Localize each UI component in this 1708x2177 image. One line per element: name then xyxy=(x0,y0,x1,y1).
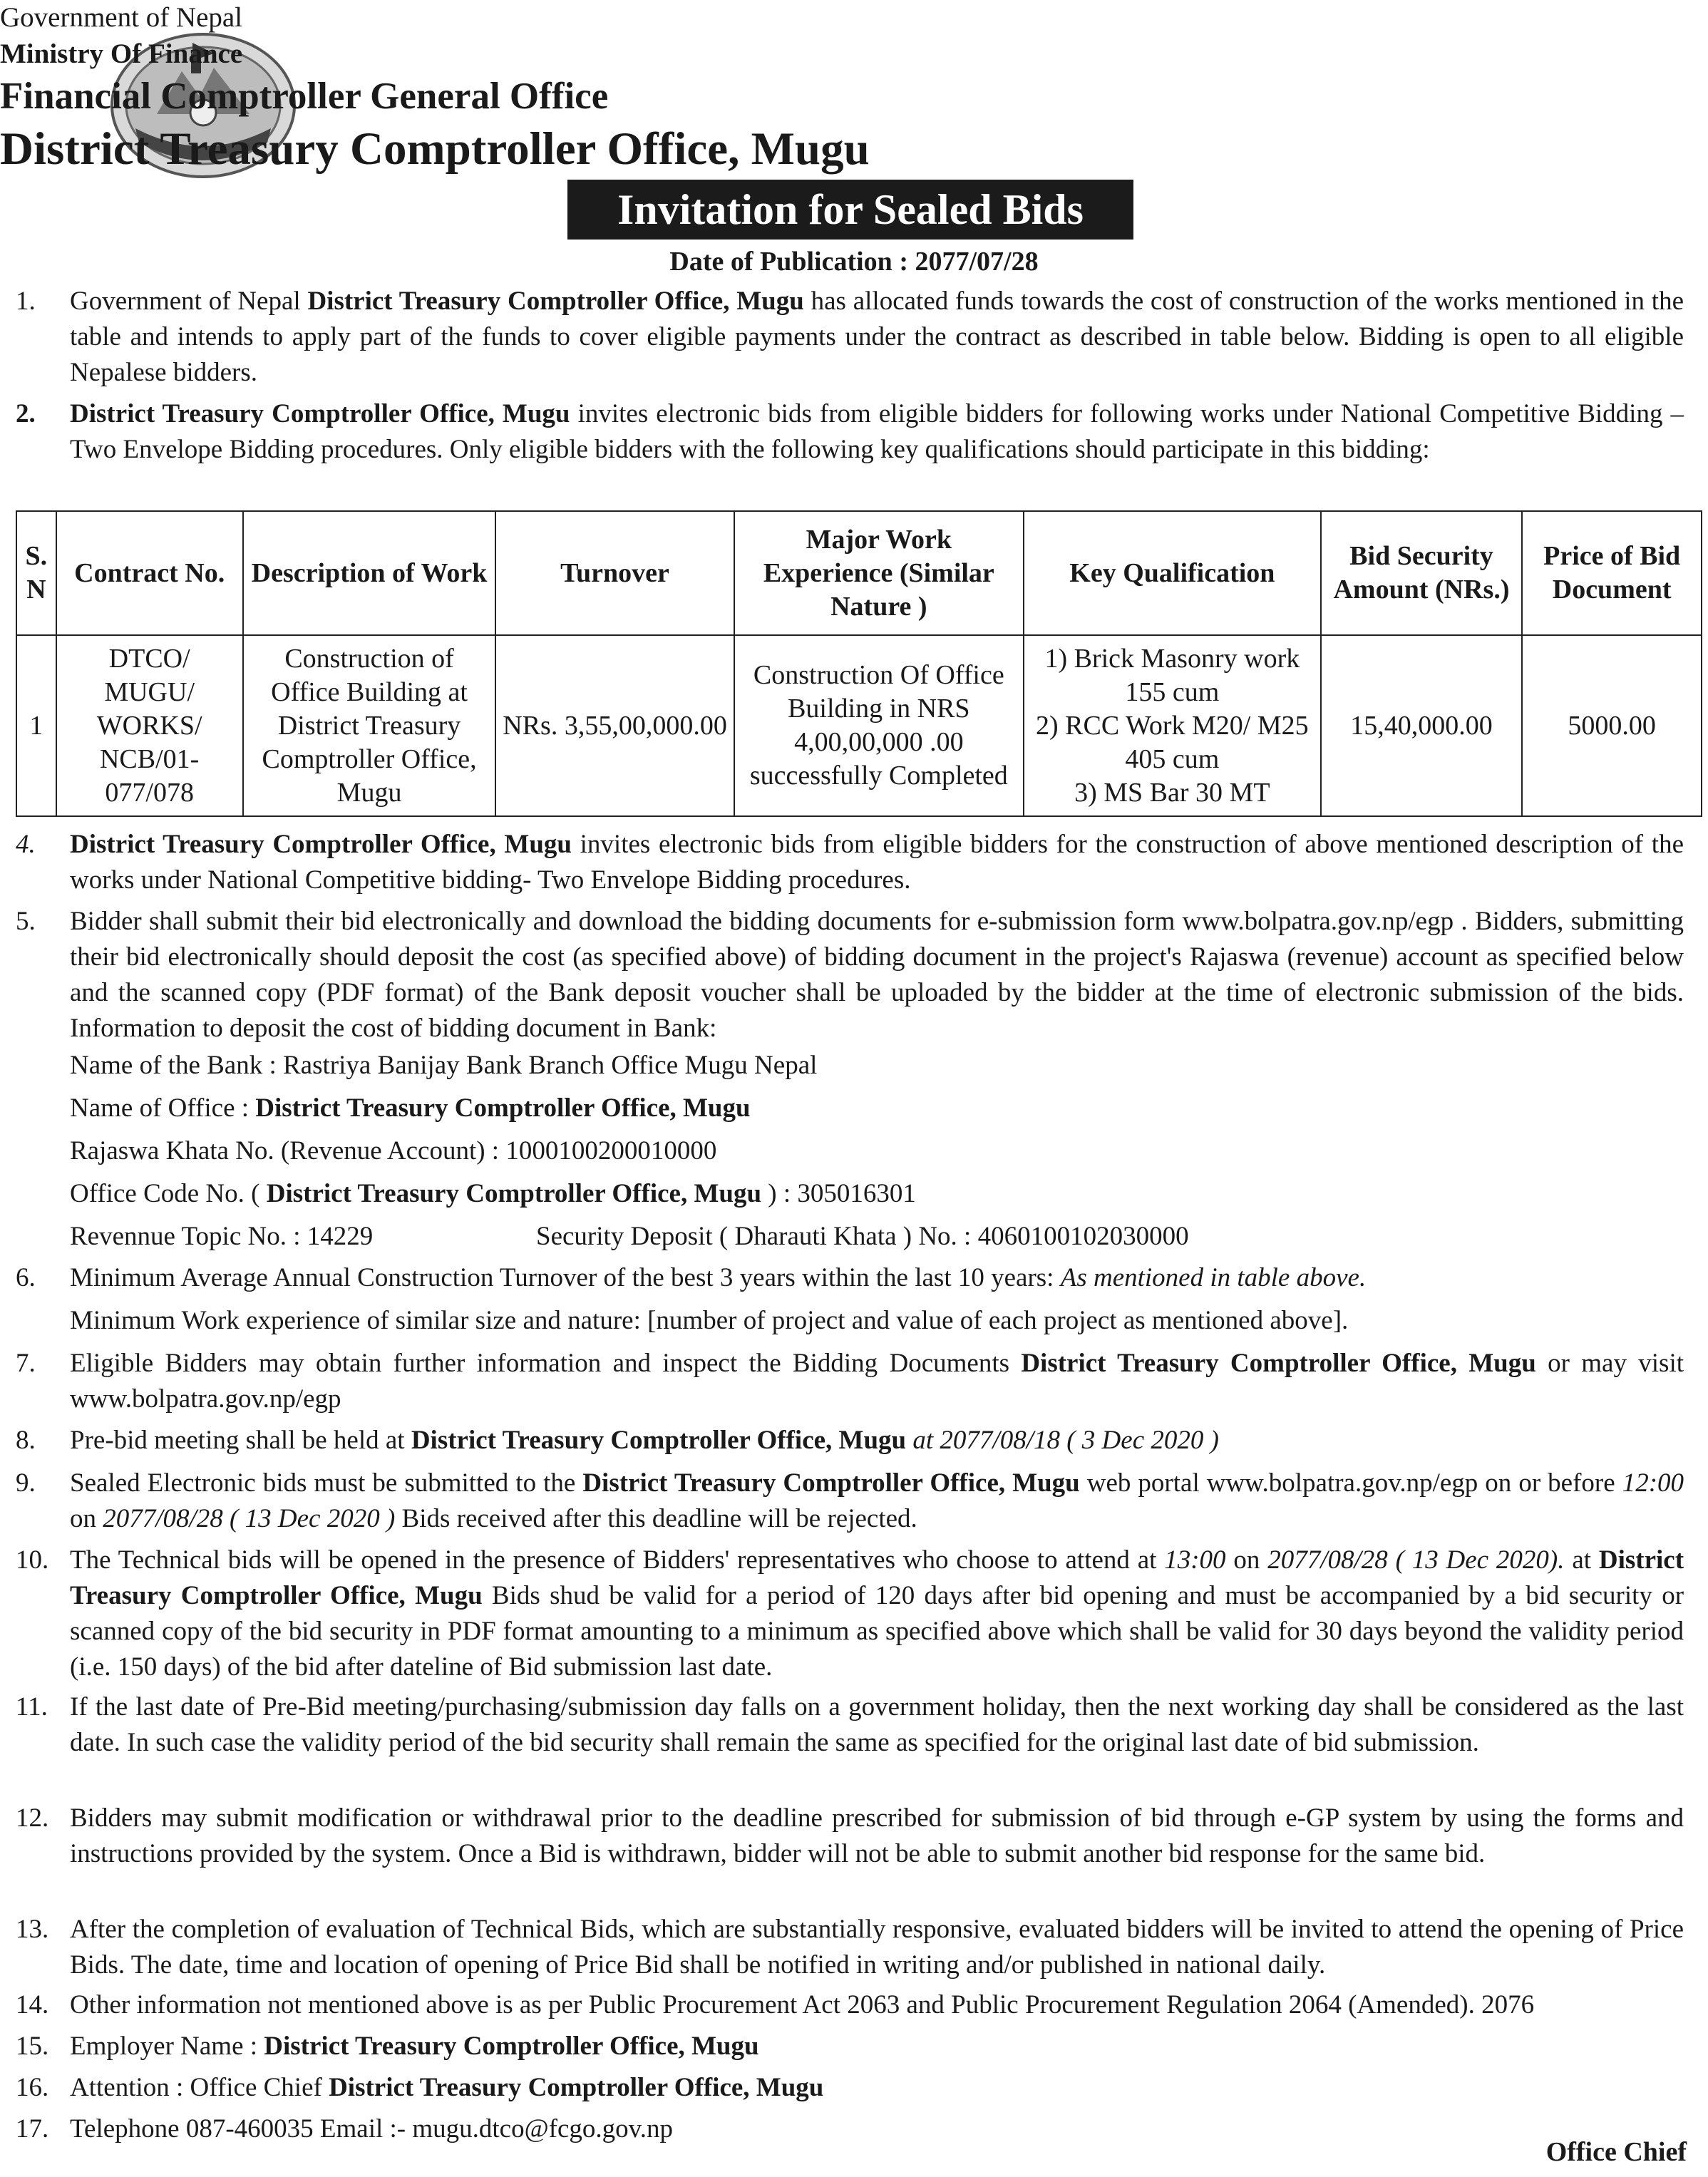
paragraph-16 xyxy=(70,2070,1684,2106)
text: or may visit www.bolpatra.gov.np/egp xyxy=(70,1349,1684,1414)
item-number: 13. xyxy=(16,1915,49,1944)
text: Name of Office : xyxy=(70,1093,256,1123)
government-title: Government of Nepal xyxy=(0,2,243,33)
paragraph-6 xyxy=(70,1260,1684,1296)
cell-experience: Construction Of Office Building in NRS 4,00,00,000 .00 successfully Completed xyxy=(734,635,1024,816)
header-price: Price of Bid Document xyxy=(1522,511,1702,635)
publication-date: Date of Publication : 2077/07/28 xyxy=(669,247,1039,277)
cell-turnover: NRs. 3,55,00,000.00 xyxy=(495,635,734,816)
item-number: 16. xyxy=(16,2073,49,2102)
office-name-line xyxy=(70,1091,1684,1126)
paragraph-11: If the last date of Pre-Bid meeting/purchasing/submission day falls on a government holiday, then the next working day shall be considered as the last date. In such case the validity period of the bid security shall remain the same as specified for the original last date of bid submission. xyxy=(70,1692,1684,1757)
text: invites electronic bids from eligible bidders for following works under National Competitive Bidding – Two Envelope Bidding procedures. Only eligible bidders with the following key qualifications should participate in this bidding: xyxy=(70,399,1684,464)
paragraph-8 xyxy=(70,1423,1684,1458)
item-number: 11. xyxy=(16,1692,48,1721)
org-name: District Treasury Comptroller Office, Mugu xyxy=(329,2073,824,2102)
text: 2077/08/28 ( 13 Dec 2020 ) xyxy=(103,1504,396,1533)
table-row xyxy=(16,635,1702,816)
org-name: District Treasury Comptroller Office, Mugu xyxy=(264,2032,759,2061)
paragraph-7 xyxy=(70,1346,1684,1417)
text: on xyxy=(1225,1545,1268,1575)
text: Eligible Bidders may obtain further information and inspect the Bidding Documents xyxy=(70,1349,1022,1378)
header-contract: Contract No. xyxy=(56,511,243,635)
header-description: Description of Work xyxy=(243,511,496,635)
item-number: 10. xyxy=(16,1545,49,1575)
org-name: District Treasury Comptroller Office, Mugu xyxy=(266,1179,762,1208)
header-qualification: Key Qualification xyxy=(1024,511,1321,635)
org-name: District Treasury Comptroller Office, Mugu xyxy=(1021,1349,1536,1378)
text: Sealed Electronic bids must be submitted to the xyxy=(70,1468,583,1498)
cell-security: 15,40,000.00 xyxy=(1321,635,1523,816)
text: Attention : Office Chief xyxy=(70,2073,329,2102)
org-name: District Treasury Comptroller Office, Mugu xyxy=(411,1426,907,1455)
paragraph-10 xyxy=(70,1543,1684,1685)
cell-contract: DTCO/ MUGU/ WORKS/ NCB/01-077/078 xyxy=(56,635,243,816)
text: Bids shud be valid for a period of 120 days after bid opening and must be accompanied by a bid security or scanned copy of the bid security in PDF format amounting to a minimum as specified above which shall be valid for 30 days beyond the validity period (i.e. 150 days) of the bid after dateline of Bid submission last date. xyxy=(70,1581,1684,1682)
text: Bids received after this deadline will be rejected. xyxy=(395,1504,917,1533)
cell-price: 5000.00 xyxy=(1522,635,1702,816)
qualification-line: 2) RCC Work M20/ M25 405 cum xyxy=(1036,710,1309,774)
org-name: District Treasury Comptroller Office, Mugu xyxy=(255,1093,751,1123)
header-experience: Major Work Experience (Similar Nature ) xyxy=(734,511,1024,635)
item-number: 8. xyxy=(16,1426,36,1455)
org-name: District Treasury Comptroller Office, Mugu xyxy=(307,287,804,316)
text: at xyxy=(1564,1545,1599,1575)
header-turnover: Turnover xyxy=(495,511,734,635)
paragraph-12: Bidders may submit modification or withdrawal prior to the deadline prescribed for submission of bid through e-GP system by using the forms and instructions provided by the system. Once a Bid is withdrawn, bidder will not be able to submit another bid response for the same bid. xyxy=(70,1803,1684,1868)
text: invites electronic bids from eligible bidders for the construction of above mentioned description of the works under National Competitive bidding- Two Envelope Bidding procedures. xyxy=(70,830,1684,895)
text: on xyxy=(70,1504,103,1533)
paragraph-9 xyxy=(70,1466,1684,1537)
header-security: Bid Security Amount (NRs.) xyxy=(1321,511,1523,635)
text: web portal www.bolpatra.gov.np/egp on or before xyxy=(1079,1468,1622,1498)
text: As mentioned in table above. xyxy=(1060,1263,1367,1292)
text: at 2077/08/18 ( 3 Dec 2020 ) xyxy=(906,1426,1219,1455)
paragraph-1 xyxy=(70,284,1684,391)
signoff: Office Chief xyxy=(1545,2137,1687,2167)
bank-name-line: Name of the Bank : Rastriya Banijay Bank Branch Office Mugu Nepal xyxy=(70,1051,818,1080)
item-number: 7. xyxy=(16,1349,36,1378)
qualification-line: 3) MS Bar 30 MT xyxy=(1074,777,1270,808)
paragraph-14: Other information not mentioned above is as per Public Procurement Act 2063 and Public Procurement Regulation 2064 (Amended). 2076 xyxy=(70,1990,1535,2019)
text: 2077/08/28 ( 13 Dec 2020). xyxy=(1267,1545,1565,1575)
cell-description: Construction of Office Building at District Treasury Comptroller Office, Mugu xyxy=(243,635,496,816)
text: ) : 305016301 xyxy=(761,1179,916,1208)
item-number: 15. xyxy=(16,2032,49,2061)
item-number: 4. xyxy=(16,830,36,859)
text: Minimum Average Annual Construction Turnover of the best 3 years within the last 10 years: xyxy=(70,1263,1061,1292)
text: Employer Name : xyxy=(70,2032,264,2061)
org-name: District Treasury Comptroller Office, Mugu xyxy=(70,1545,1684,1610)
text: 13:00 xyxy=(1164,1545,1226,1575)
paragraph-4 xyxy=(70,827,1684,898)
office-general-title: Financial Comptroller General Office xyxy=(0,76,609,117)
security-deposit-line: Security Deposit ( Dharauti Khata ) No. : 4060100102030000 xyxy=(536,1222,1189,1251)
paragraph-6-line-2: Minimum Work experience of similar size and nature: [number of project and value of each project as mentioned above]. xyxy=(70,1306,1349,1335)
notice-banner: Invitation for Sealed Bids xyxy=(567,180,1133,240)
paragraph-5: Bidder shall submit their bid electronically and download the bidding documents for e-submission form www.bolpatra.gov.np/egp . Bidders, submitting their bid electronically should deposit the cost (as specified above) of bidding document in the project's Rajaswa (revenue) account as specified below and the scanned copy (PDF format) of the Bank deposit voucher shall be uploaded by the bidder at the time of electronic submission of the bids. Information to deposit the cost of bidding document in Bank: xyxy=(70,907,1684,1043)
ministry-title: Ministry Of Finance xyxy=(0,38,243,69)
item-number: 12. xyxy=(16,1803,49,1833)
header-sn: S. N xyxy=(16,511,56,635)
paragraph-15 xyxy=(70,2029,1684,2064)
item-number: 1. xyxy=(16,287,36,316)
cell-sn: 1 xyxy=(16,635,56,816)
paragraph-13: After the completion of evaluation of Technical Bids, which are substantially responsive, evaluated bidders will be invited to attend the opening of Price Bids. The date, time and location of opening of Price Bid shall be notified in writing and/or published in national daily. xyxy=(70,1915,1684,1980)
org-name: District Treasury Comptroller Office, Mugu xyxy=(70,830,572,859)
org-name: District Treasury Comptroller Office, Mugu xyxy=(582,1468,1080,1498)
item-number: 5. xyxy=(16,907,36,936)
bids-table xyxy=(16,510,1702,817)
item-number: 17. xyxy=(16,2114,49,2143)
revenue-topic-line: Revennue Topic No. : 14229 xyxy=(70,1222,374,1251)
table-header-row xyxy=(16,511,1702,635)
text: Government of Nepal xyxy=(70,287,308,316)
item-number: 14. xyxy=(16,1990,49,2019)
org-name: District Treasury Comptroller Office, Mugu xyxy=(70,399,570,428)
office-code-line xyxy=(70,1176,1684,1212)
paragraph-17: Telephone 087-460035 Email :- mugu.dtco@fcgo.gov.np xyxy=(70,2114,673,2143)
paragraph-2 xyxy=(70,396,1684,468)
text: 12:00 xyxy=(1622,1468,1684,1498)
qualification-line: 1) Brick Masonry work 155 cum xyxy=(1044,643,1300,707)
cell-qualification xyxy=(1024,635,1321,816)
text: Office Code No. ( xyxy=(70,1179,267,1208)
item-number: 9. xyxy=(16,1468,36,1498)
text: has allocated funds towards the cost of construction of the works mentioned in the table and intends to apply part of the funds to cover eligible payments under the contract as described in table below. Bidding is open to all eligible Nepalese bidders. xyxy=(70,287,1684,387)
item-number: 2. xyxy=(16,399,36,428)
office-district-title: District Treasury Comptroller Office, Mugu xyxy=(0,123,870,175)
rajaswa-line: Rajaswa Khata No. (Revenue Account) : 1000100200010000 xyxy=(70,1136,717,1165)
text: Pre-bid meeting shall be held at xyxy=(70,1426,411,1455)
text: The Technical bids will be opened in the presence of Bidders' representatives who choose to attend at xyxy=(70,1545,1165,1575)
item-number: 6. xyxy=(16,1263,36,1292)
